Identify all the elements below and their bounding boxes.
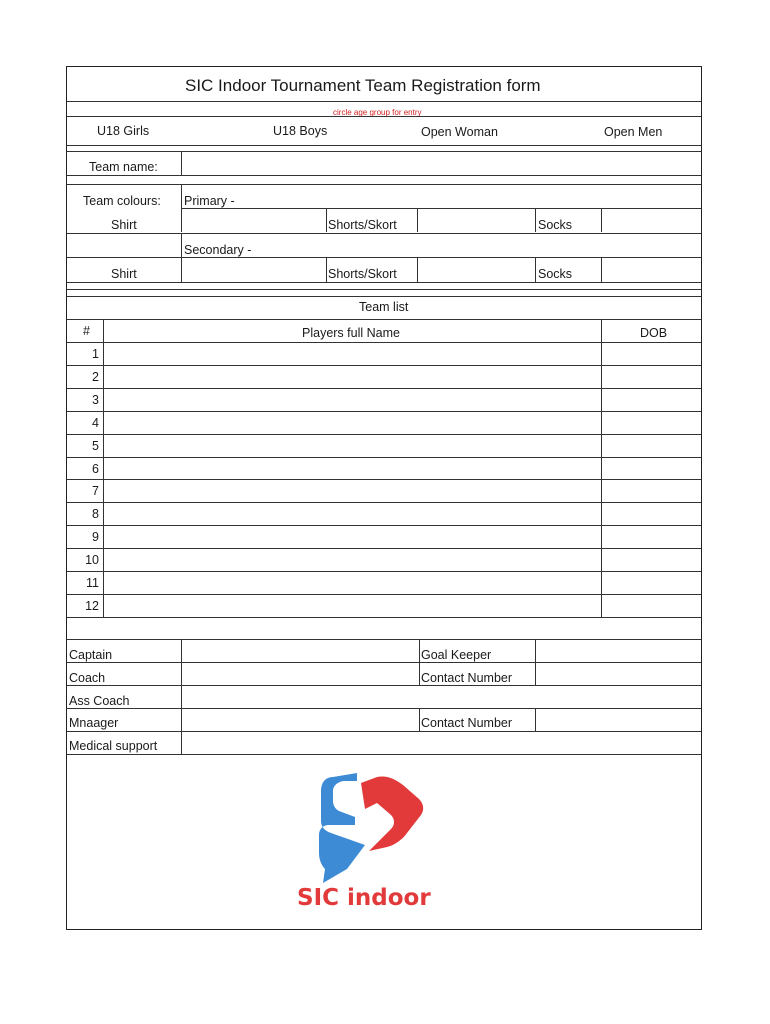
registration-form: [66, 66, 702, 930]
player-number: 10: [85, 553, 99, 568]
player-name-field[interactable]: [104, 503, 601, 524]
manager-contact-field[interactable]: [536, 709, 701, 731]
player-number: 7: [92, 484, 99, 499]
logo-text: SIC indoor: [297, 885, 431, 911]
age-group-hint: circle age group for entry: [333, 108, 422, 117]
primary-shorts-label: Shorts/Skort: [328, 218, 397, 232]
age-group-open-men[interactable]: Open Men: [604, 125, 663, 139]
primary-socks-label: Socks: [538, 218, 573, 232]
hash-header: #: [83, 324, 90, 338]
player-name-field[interactable]: [104, 595, 601, 616]
player-number: 4: [92, 415, 99, 430]
team-list-label: Team list: [359, 300, 409, 314]
secondary-shirt-label: Shirt: [111, 267, 137, 281]
player-dob-field[interactable]: [602, 503, 701, 524]
page-title: SIC Indoor Tournament Team Registration form: [185, 76, 541, 95]
player-dob-field[interactable]: [602, 389, 701, 410]
player-dob-field[interactable]: [602, 412, 701, 433]
player-number: 2: [92, 369, 99, 384]
player-name-field[interactable]: [104, 412, 601, 433]
primary-label: Primary -: [184, 194, 235, 208]
primary-shirt-label: Shirt: [111, 218, 137, 232]
secondary-label: Secondary -: [184, 243, 252, 257]
secondary-socks-label: Socks: [538, 267, 573, 281]
player-name-field[interactable]: [104, 389, 601, 410]
goal-keeper-field[interactable]: [536, 640, 701, 662]
medical-support-field[interactable]: [182, 732, 701, 754]
player-name-field[interactable]: [104, 366, 601, 387]
player-dob-field[interactable]: [602, 595, 701, 616]
player-dob-field[interactable]: [602, 343, 701, 364]
coach-field[interactable]: [182, 663, 419, 685]
player-number: 8: [92, 507, 99, 522]
player-name-field[interactable]: [104, 435, 601, 456]
player-name-field[interactable]: [104, 458, 601, 479]
manager-label: Mnaager: [69, 716, 119, 730]
player-number: 12: [85, 598, 99, 613]
player-dob-field[interactable]: [602, 435, 701, 456]
coach-label: Coach: [69, 671, 106, 685]
player-dob-field[interactable]: [602, 366, 701, 387]
player-name-field[interactable]: [104, 480, 601, 501]
player-name-field[interactable]: [104, 526, 601, 547]
player-dob-field[interactable]: [602, 572, 701, 593]
player-dob-field[interactable]: [602, 480, 701, 501]
player-number: 6: [92, 461, 99, 476]
goal-keeper-label: Goal Keeper: [421, 648, 492, 662]
coach-contact-label: Contact Number: [421, 671, 513, 685]
player-name-field[interactable]: [104, 549, 601, 570]
ass-coach-label: Ass Coach: [69, 694, 130, 708]
manager-field[interactable]: [182, 709, 419, 731]
age-group-u18-boys[interactable]: U18 Boys: [273, 124, 328, 138]
player-number: 9: [92, 530, 99, 545]
player-number: 11: [86, 576, 99, 590]
captain-label: Captain: [69, 648, 113, 662]
coach-contact-field[interactable]: [536, 663, 701, 685]
dob-header: DOB: [640, 326, 668, 340]
player-number: 1: [92, 347, 99, 361]
player-dob-field[interactable]: [602, 549, 701, 570]
sic-indoor-logo: [295, 773, 455, 923]
player-number: 5: [92, 438, 99, 453]
age-group-u18-girls[interactable]: U18 Girls: [97, 124, 150, 138]
secondary-shorts-label: Shorts/Skort: [328, 267, 397, 281]
player-dob-field[interactable]: [602, 526, 701, 547]
player-name-field[interactable]: [104, 343, 601, 364]
player-number: 3: [92, 392, 99, 407]
medical-support-label: Medical support: [69, 739, 158, 753]
player-name-field[interactable]: [104, 572, 601, 593]
team-colours-label: Team colours:: [83, 194, 161, 208]
sic-logo-icon: [295, 773, 455, 883]
player-dob-field[interactable]: [602, 458, 701, 479]
ass-coach-field[interactable]: [182, 686, 701, 708]
manager-contact-label: Contact Number: [421, 716, 513, 730]
captain-field[interactable]: [182, 640, 419, 662]
players-name-header: Players full Name: [302, 326, 400, 340]
team-name-label: Team name:: [89, 160, 158, 174]
age-group-open-woman[interactable]: Open Woman: [421, 125, 498, 139]
